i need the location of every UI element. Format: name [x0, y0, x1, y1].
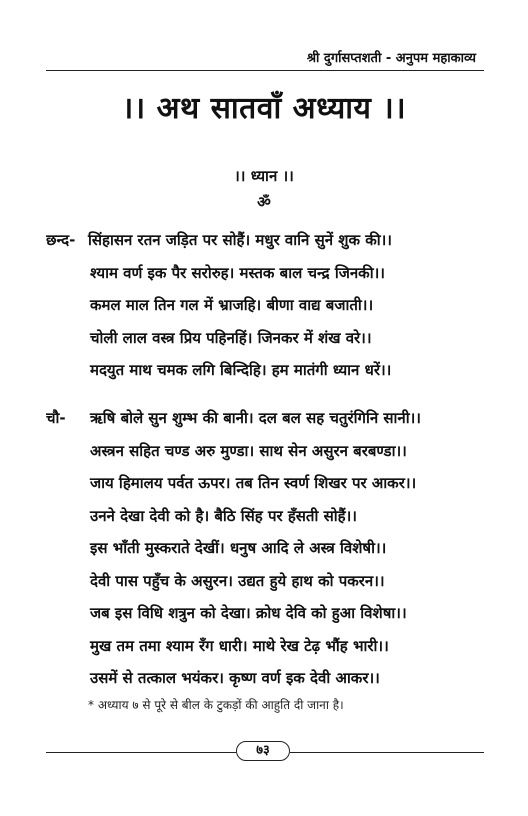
- verse-text: उसमें से तत्काल भयंकर। कृष्ण वर्ण इक देवी आकर।।: [90, 669, 380, 687]
- verse-text: जाय हिमालय पर्वत ऊपर। तब तिन स्वर्ण शिखर पर आकर।।: [90, 474, 417, 492]
- header-divider: [46, 70, 484, 71]
- footnote: * अध्याय ७ से पूरे से बील के टुकड़ों की आहुति दी जाना है।: [88, 698, 344, 712]
- footer-divider-left: [46, 752, 236, 753]
- verse-line: [46, 435, 488, 468]
- running-header: श्री दुर्गासप्तशती - अनुपम महाकाव्य: [306, 51, 476, 66]
- verse-line: [46, 500, 488, 533]
- om-symbol: ॐ: [257, 193, 271, 211]
- verse-line: [46, 597, 488, 630]
- verse-line: [46, 322, 488, 355]
- verse-line: [46, 630, 488, 663]
- chhand-block: [46, 224, 488, 387]
- verse-line: [46, 402, 488, 435]
- verse-text: कमल माल तिन गल में भ्राजहि। बीणा वाद्य बजाती।।: [90, 296, 374, 314]
- verse-text: जब इस विधि शत्रुन को देखा। क्रोध देवि को हुआ विशेषा।।: [90, 604, 407, 622]
- verse-text: इस भाँती मुस्कराते देखीं। धनुष आदि ले अस्त्र विशेषी।।: [90, 539, 387, 557]
- chhand-label: छन्द-: [46, 231, 76, 249]
- verse-line: [46, 289, 488, 322]
- dhyan-heading: ।। ध्यान ।।: [234, 167, 294, 185]
- verse-line: [46, 532, 488, 565]
- verse-line: [46, 354, 488, 387]
- footer-divider-right: [290, 752, 484, 753]
- verse-text: देवी पास पहुँच के असुरन। उद्यत हुये हाथ को पकरन।।: [90, 571, 385, 590]
- verse-text: ऋषि बोले सुन शुम्भ की बानी। दल बल सह चतुरंगिनि सानी।।: [90, 409, 421, 427]
- verse-text: चोली लाल वस्त्र प्रिय पहिनहिं। जिनकर में शंख वरे।।: [90, 328, 372, 347]
- verse-line: [46, 467, 488, 500]
- verse-text: सिंहासन रतन जड़ित पर सोहैं। मधुर वानि सुनें शुक की।।: [88, 231, 392, 249]
- verse-text: अस्त्रन सहित चण्ड अरु मुण्डा। साथ सेन असुरन बरबण्डा।।: [90, 441, 407, 460]
- verse-text: मदयुत माथ चमक लगि बिन्दिहि। हम मातंगी ध्यान धरें।।: [90, 361, 392, 379]
- verse-text: मुख तम तमा श्याम रँग धारी। माथे रेख टेढ़ भौंह भारी।।: [90, 636, 389, 655]
- verse-line: [46, 224, 488, 257]
- chaupai-block: [46, 402, 488, 695]
- chapter-title: ।। अथ सातवाँ अध्याय ।।: [121, 91, 407, 126]
- verse-text: उनने देखा देवी को है। बैठि सिंह पर हँसती सोहैं।।: [90, 506, 357, 525]
- verse-text: श्याम वर्ण इक पैर सरोरुह। मस्तक बाल चन्द्र जिनकी।।: [90, 263, 385, 282]
- page-number: ७३: [236, 741, 290, 761]
- verse-line: [46, 565, 488, 598]
- verse-line: [46, 662, 488, 695]
- chaupai-label: चौ-: [46, 409, 66, 427]
- verse-line: [46, 257, 488, 290]
